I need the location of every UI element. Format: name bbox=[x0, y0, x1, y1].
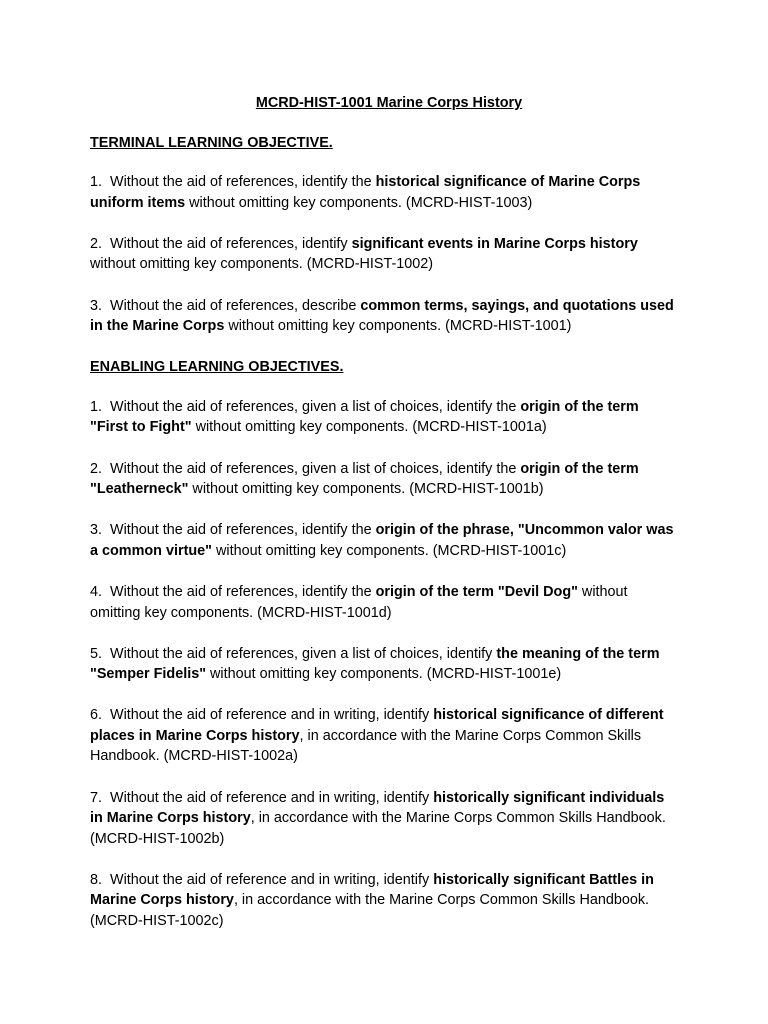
terminal-objective-item bbox=[90, 296, 680, 337]
item-text-end: without omitting key components. (MCRD-HIST-1001e) bbox=[206, 666, 562, 683]
item-emphasis: historical significance of Marine Corps uniform items bbox=[90, 174, 641, 211]
item-text-end: without omitting key components. (MCRD-HIST-1001) bbox=[224, 318, 572, 335]
item-emphasis: origin of the term "Devil Dog" bbox=[375, 583, 578, 600]
enabling-objectives-heading: ENABLING LEARNING OBJECTIVES. bbox=[90, 359, 344, 376]
document-title: MCRD-HIST-1001 Marine Corps History bbox=[255, 95, 523, 111]
item-text: Without the aid of references, given a list of choices, identify the bbox=[110, 460, 521, 477]
terminal-objective-item bbox=[90, 234, 680, 275]
item-text: Without the aid of references, given a list of choices, identify the bbox=[110, 398, 521, 415]
item-emphasis: the meaning of the term "Semper Fidelis" bbox=[90, 645, 660, 683]
enabling-objective-item bbox=[90, 397, 680, 438]
item-emphasis: historically significant individuals in Marine Corps history bbox=[90, 789, 665, 827]
item-emphasis: significant events in Marine Corps history bbox=[351, 235, 638, 252]
item-text-end: without omitting key components. (MCRD-HIST-1001c) bbox=[211, 542, 567, 559]
item-text-end: without omitting key components. (MCRD-HIST-1001b) bbox=[188, 481, 544, 498]
item-text-end: without omitting key components. (MCRD-HIST-1002) bbox=[90, 256, 434, 273]
item-number: 3. bbox=[90, 297, 103, 314]
item-number: 5. bbox=[90, 645, 103, 662]
item-number: 1. bbox=[90, 174, 103, 191]
terminal-objective-heading: TERMINAL LEARNING OBJECTIVE. bbox=[90, 134, 333, 151]
item-text: Without the aid of references, identify the bbox=[110, 583, 376, 600]
item-number: 3. bbox=[90, 522, 103, 539]
item-text-end: without omitting key components. (MCRD-HIST-1001a) bbox=[191, 419, 547, 436]
enabling-objective-item bbox=[90, 582, 680, 623]
item-text: Without the aid of references, identify bbox=[110, 235, 352, 252]
item-number: 6. bbox=[90, 707, 103, 724]
enabling-objective-item bbox=[90, 644, 680, 685]
enabling-objective-item bbox=[90, 459, 680, 500]
item-emphasis: origin of the term "Leatherneck" bbox=[90, 460, 639, 498]
item-text: Without the aid of references, given a list of choices, identify bbox=[110, 645, 497, 662]
item-text: Without the aid of references, describe bbox=[110, 297, 361, 314]
enabling-objective-item bbox=[90, 870, 680, 932]
item-number: 2. bbox=[90, 460, 103, 477]
item-text: Without the aid of reference and in writing, identify bbox=[110, 707, 434, 724]
enabling-objective-item bbox=[90, 788, 680, 850]
item-number: 1. bbox=[90, 398, 103, 415]
enabling-objective-item bbox=[90, 705, 680, 767]
item-text: Without the aid of references, identify the bbox=[110, 522, 376, 539]
item-number: 2. bbox=[90, 235, 103, 252]
terminal-objective-item bbox=[90, 172, 680, 213]
item-text-end: , in accordance with the Marine Corps Common Skills Handbook. (MCRD-HIST-1002b) bbox=[90, 810, 666, 847]
item-emphasis: origin of the term "First to Fight" bbox=[90, 398, 639, 436]
document-page bbox=[90, 93, 680, 952]
item-emphasis: origin of the phrase, "Uncommon valor was a common virtue" bbox=[90, 522, 674, 559]
item-text-end: , in accordance with the Marine Corps Common Skills Handbook. (MCRD-HIST-1002c) bbox=[90, 892, 650, 930]
item-emphasis: historical significance of different places in Marine Corps history bbox=[90, 707, 664, 744]
item-text: Without the aid of reference and in writing, identify bbox=[110, 871, 434, 888]
item-text: Without the aid of reference and in writing, identify bbox=[110, 789, 434, 806]
item-emphasis: common terms, sayings, and quotations used in the Marine Corps bbox=[90, 297, 674, 335]
item-number: 8. bbox=[90, 871, 103, 888]
item-text-end: , in accordance with the Marine Corps Common Skills Handbook. (MCRD-HIST-1002a) bbox=[90, 727, 642, 765]
item-number: 7. bbox=[90, 789, 103, 806]
item-emphasis: historically significant Battles in Marine Corps history bbox=[90, 871, 654, 909]
item-text: Without the aid of references, identify the bbox=[110, 174, 376, 191]
item-text-end: without omitting key components. (MCRD-HIST-1003) bbox=[185, 194, 533, 211]
item-text-end: without omitting key components. (MCRD-HIST-1001d) bbox=[90, 583, 628, 621]
enabling-objective-item bbox=[90, 520, 680, 561]
item-number: 4. bbox=[90, 583, 103, 600]
